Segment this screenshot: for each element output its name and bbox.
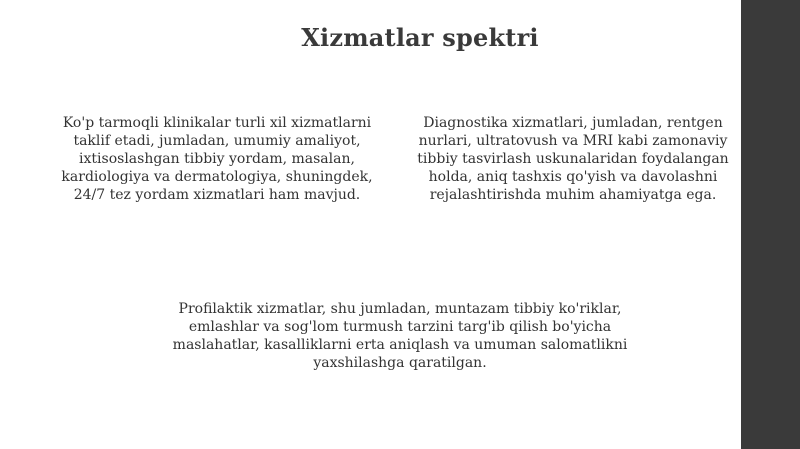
side-bar [741, 0, 800, 449]
slide-title: Xizmatlar spektri [301, 23, 539, 52]
services-preventive-text: Profilaktik xizmatlar, shu jumladan, muntazam tibbiy ko'riklar, emlashlar va sog'lom turmush tarzini targ'ib qilish bo'yicha maslahatlar, kasalliklarni erta aniqlash va umuman salomatlikni yaxshilashga qaratilgan. [172, 301, 628, 371]
services-general-text: Ko'p tarmoqli klinikalar turli xil xizmatlarni taklif etadi, jumladan, umumiy amaliyot, ixtisoslashgan tibbiy yordam, masalan, kardiologiya va dermatologiya, shuningdek, 24/7 tez yordam xizmatlari ham mavjud. [61, 115, 373, 203]
services-diagnostics-text: Diagnostika xizmatlari, jumladan, rentgen nurlari, ultratovush va MRI kabi zamonaviy tibbiy tasvirlash uskunalaridan foydalangan holda, aniq tashxis qo'yish va davolashni rejalashtirishda muhim ahamiyatga ega. [417, 115, 729, 203]
